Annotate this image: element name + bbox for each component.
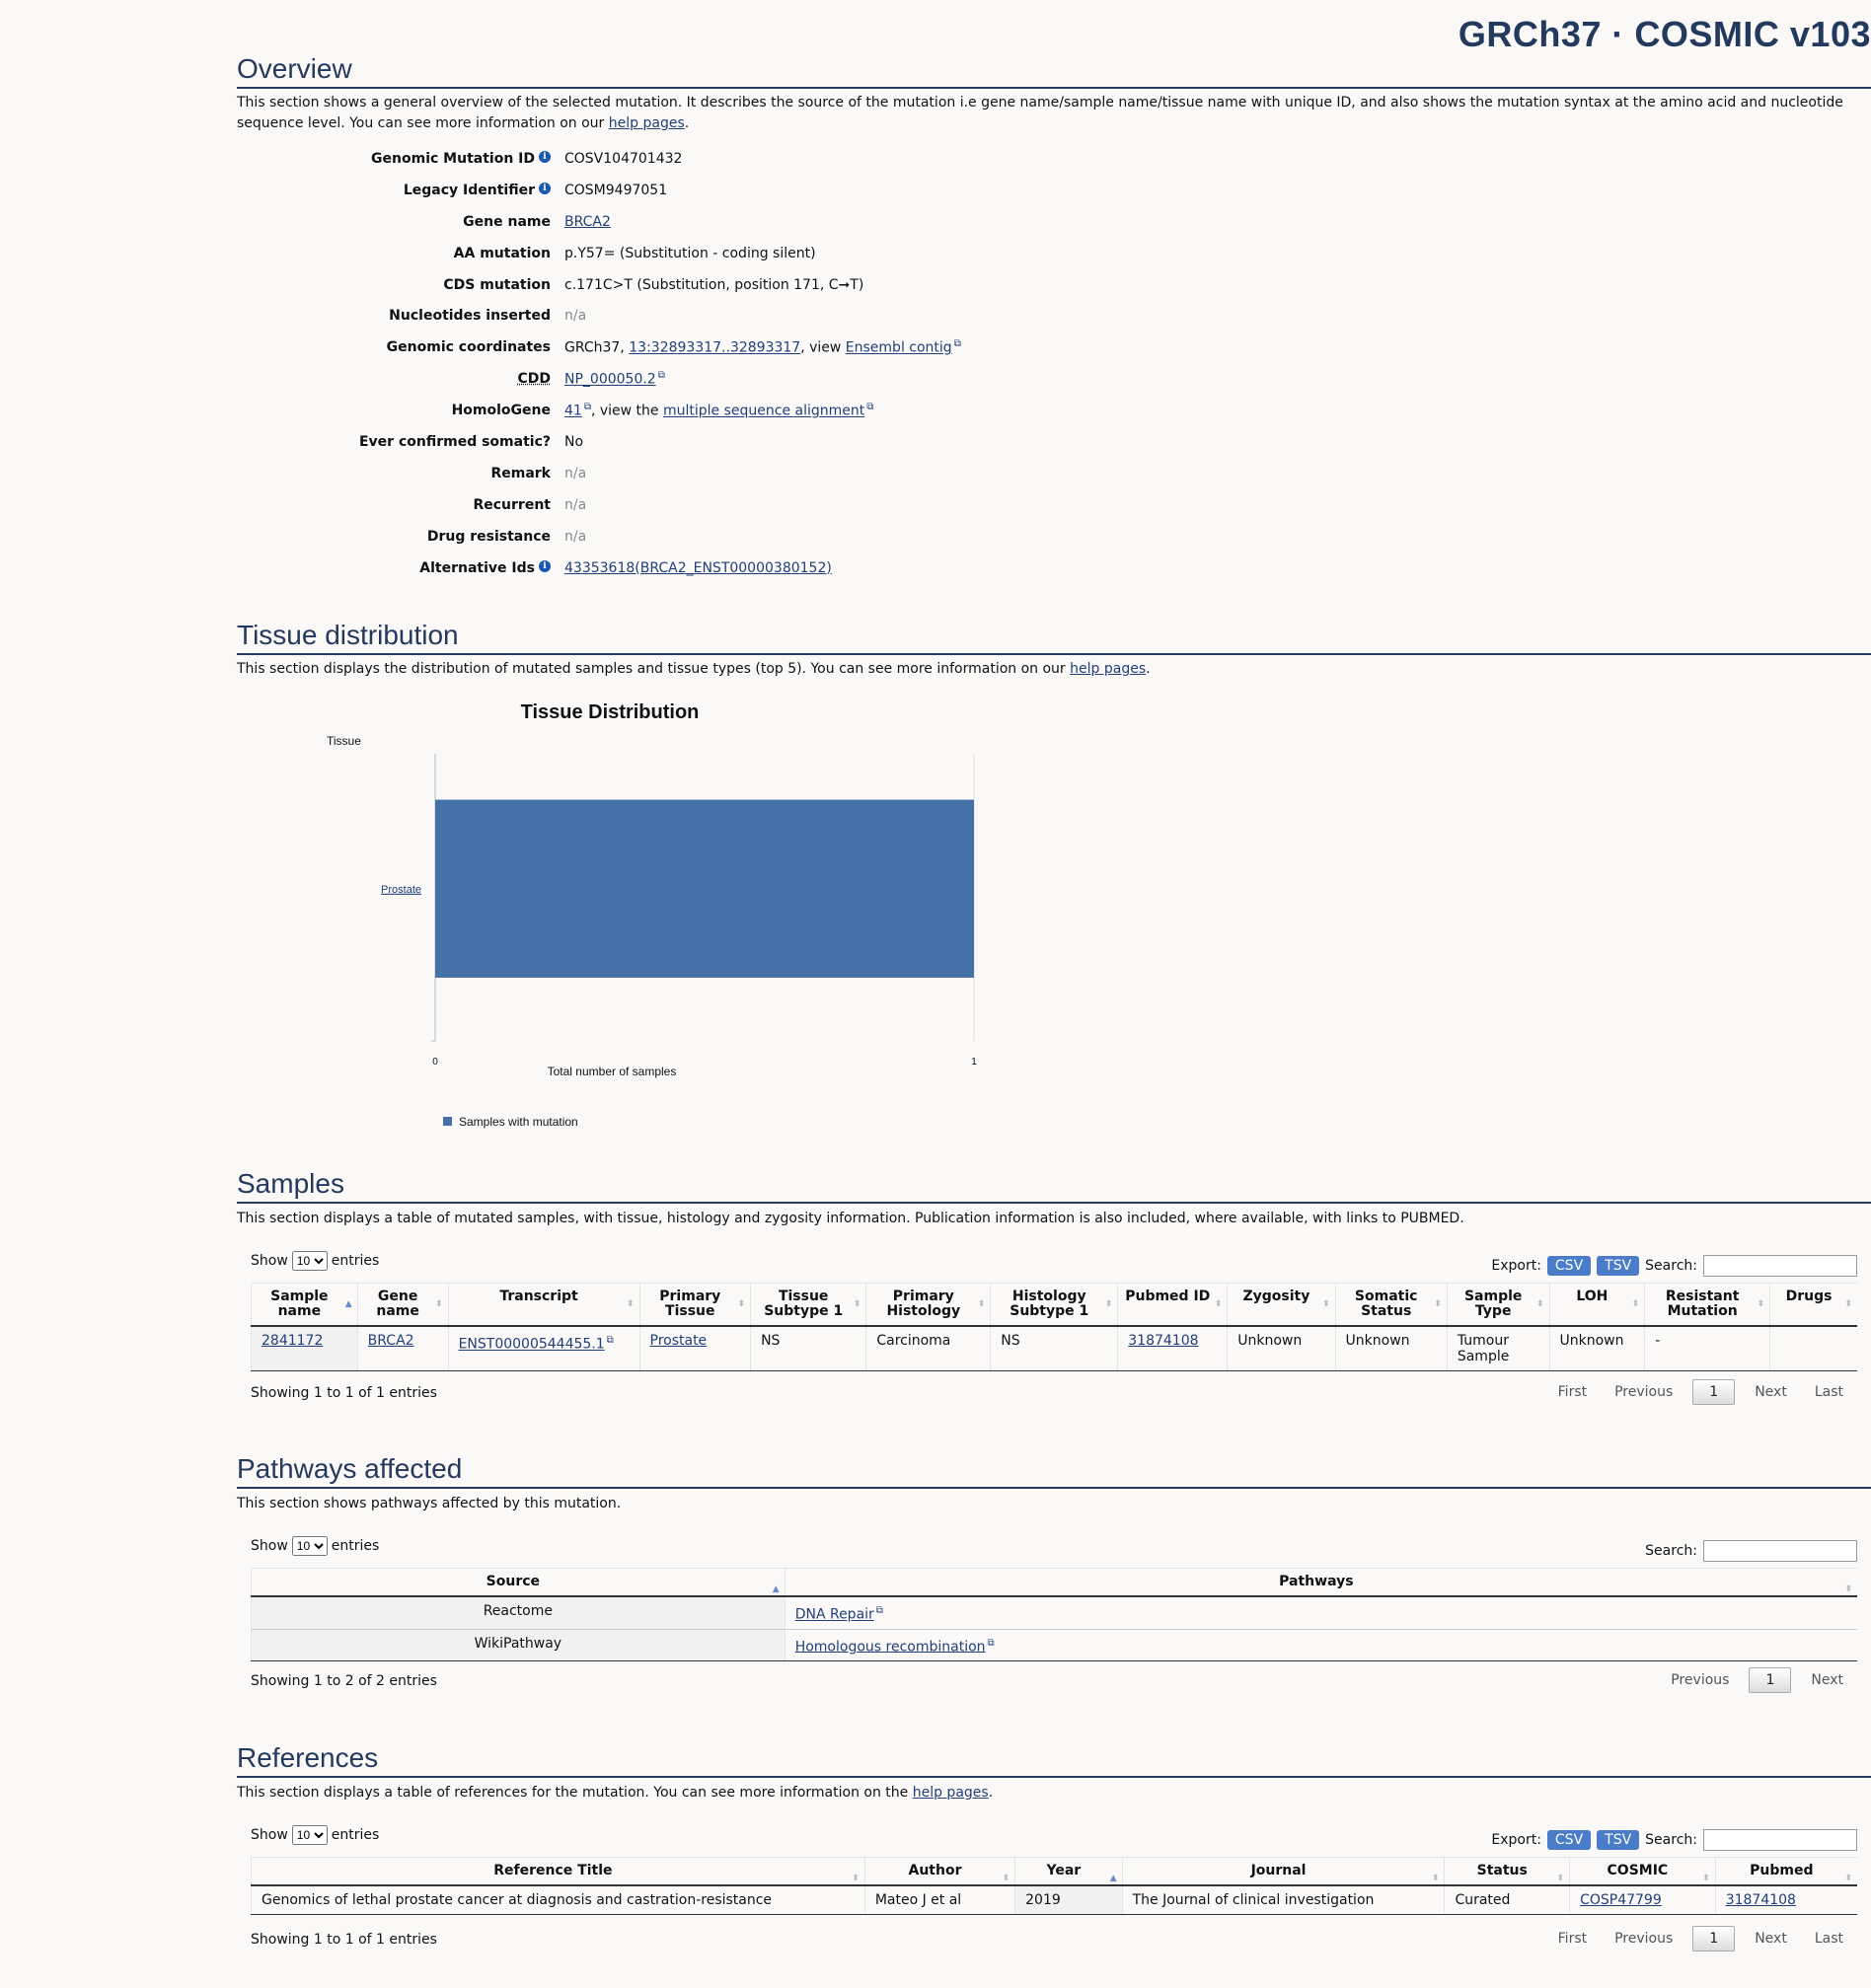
overview-heading: Overview — [237, 53, 1871, 89]
tissue-heading: Tissue distribution — [237, 620, 1871, 655]
pathways-cell-pathways — [785, 1629, 1857, 1661]
samples-value-resistant-mutation: - — [1655, 1333, 1661, 1349]
samples-pagination — [1544, 1379, 1857, 1405]
drug-resistance-row — [237, 521, 1618, 552]
samples-col-pubmed-id[interactable]: Pubmed ID ⬍ — [1118, 1284, 1228, 1327]
pathways-value-source: WikiPathway — [474, 1635, 562, 1652]
genome-version-title: GRCh37 · COSMIC v103 — [1458, 14, 1871, 54]
pager-current[interactable]: 1 — [1692, 1926, 1735, 1951]
drug-resistance-value: n/a — [564, 528, 587, 545]
legacy-identifier-label: Legacy Identifier — [403, 182, 535, 198]
cdd-row — [237, 363, 1618, 395]
genomic-coordinates-link[interactable]: 13:32893317..32893317 — [629, 340, 801, 357]
nucleotides-inserted-row — [237, 300, 1618, 331]
ever-confirmed-row — [237, 426, 1618, 458]
samples-value-transcript[interactable]: ENST00000544455.1 — [458, 1336, 605, 1353]
sort-icon: ⬍ — [1844, 1874, 1852, 1883]
references-cell-cosmic — [1570, 1885, 1716, 1915]
references-value-year: 2019 — [1025, 1892, 1061, 1908]
external-link-icon: ⧉ — [953, 338, 961, 350]
references-table-info: Showing 1 to 1 of 1 entries — [251, 1932, 437, 1948]
legacy-identifier-value: COSM9497051 — [564, 182, 668, 198]
sort-icon: ⬍ — [626, 1299, 635, 1309]
samples-col-histology-subtype-1[interactable]: Histology Subtype 1 ⬍ — [991, 1284, 1118, 1327]
samples-value-gene-name[interactable]: BRCA2 — [367, 1333, 414, 1349]
external-link-icon: ⧉ — [583, 402, 591, 413]
genomic-coordinates-row: Genomic coordinates GRCh37, 13:32893317..32893317, view Ensembl contig ⧉ — [237, 331, 1618, 363]
references-col-author[interactable]: Author ⬍ — [864, 1858, 1014, 1886]
references-col-journal[interactable]: Journal ⬍ — [1122, 1858, 1445, 1886]
recurrent-row — [237, 489, 1618, 521]
drug-resistance-label: Drug resistance — [426, 528, 551, 545]
sort-icon: ⬍ — [1631, 1299, 1640, 1309]
samples-value-loh: Unknown — [1559, 1333, 1624, 1349]
sort-icon: ⬍ — [1844, 1584, 1852, 1594]
remark-label: Remark — [490, 465, 551, 481]
external-link-icon: ⧉ — [657, 370, 665, 382]
sort-icon: ⬍ — [1556, 1874, 1565, 1883]
references-pagination — [1544, 1926, 1857, 1951]
pager-previous[interactable]: Previous — [1671, 1672, 1730, 1688]
sort-icon: ⬍ — [977, 1299, 986, 1309]
table-row — [252, 1326, 1858, 1371]
samples-table — [251, 1283, 1857, 1371]
samples-col-transcript[interactable]: Transcript ⬍ — [448, 1284, 639, 1327]
sort-icon: ⬍ — [1702, 1874, 1710, 1883]
sort-icon: ⬍ — [1431, 1874, 1440, 1883]
pathways-cell-source — [252, 1629, 786, 1661]
references-value-reference-title: Genomics of lethal prostate cancer at diagnosis and castration-resistance — [262, 1892, 773, 1908]
pathways-description: This section shows pathways affected by this mutation. — [237, 1496, 622, 1511]
samples-value-sample-type: Tumour Sample — [1457, 1333, 1510, 1364]
references-page-length-select[interactable] — [292, 1825, 328, 1845]
references-table-controls: Show 10 entries Export: CSV TSV Search: — [251, 1825, 1857, 1853]
pathways-table-info: Showing 1 to 2 of 2 entries — [251, 1673, 437, 1689]
references-col-pubmed[interactable]: Pubmed ⬍ — [1715, 1858, 1857, 1886]
samples-col-sample-name[interactable]: Sample name ▲ — [252, 1284, 358, 1327]
samples-cell-somatic-status — [1335, 1326, 1447, 1371]
info-icon[interactable]: i — [539, 151, 551, 163]
sort-asc-icon: ▲ — [1109, 1874, 1117, 1883]
references-value-journal: The Journal of clinical investigation — [1132, 1892, 1375, 1908]
sort-icon: ⬍ — [1434, 1299, 1442, 1309]
bar-prostate — [435, 800, 974, 978]
pathways-table-controls: Show 10 entries Search: — [251, 1536, 1857, 1564]
samples-table-controls: Show 10 entries Export: CSV TSV Search: — [251, 1251, 1857, 1279]
samples-col-resistant-mutation[interactable]: Resistant Mutation ⬍ — [1645, 1284, 1770, 1327]
gene-name-row — [237, 206, 1618, 238]
info-icon[interactable]: i — [539, 183, 551, 194]
external-link-icon: ⧉ — [875, 1605, 883, 1616]
external-link-icon: ⧉ — [866, 402, 874, 413]
legacy-identifier-row — [237, 175, 1618, 206]
references-value-status: Curated — [1455, 1892, 1511, 1908]
samples-table-info: Showing 1 to 1 of 1 entries — [251, 1385, 437, 1401]
pathways-value-pathways[interactable]: DNA Repair — [794, 1606, 874, 1623]
pathways-value-pathways[interactable]: Homologous recombination — [794, 1639, 986, 1656]
cdd-label: CDD — [517, 371, 551, 388]
table-row — [252, 1629, 1858, 1661]
pathways-cell-source — [252, 1596, 786, 1629]
references-table — [251, 1857, 1857, 1915]
samples-col-primary-histology[interactable]: Primary Histology ⬍ — [866, 1284, 991, 1327]
sort-icon: ⬍ — [852, 1874, 860, 1883]
samples-value-somatic-status: Unknown — [1345, 1333, 1410, 1349]
pager-first[interactable]: First — [1557, 1384, 1588, 1400]
samples-export-csv-button[interactable]: CSV — [1547, 1256, 1591, 1276]
samples-cell-resistant-mutation — [1645, 1326, 1770, 1371]
y-axis-label: Tissue — [327, 734, 361, 748]
x-tick-label: 0 — [432, 1057, 438, 1068]
samples-col-loh[interactable]: LOH ⬍ — [1549, 1284, 1645, 1327]
alternative-ids-link[interactable]: 43353618(BRCA2_ENST00000380152) — [564, 559, 832, 576]
pathways-col-pathways[interactable]: Pathways ⬍ — [785, 1569, 1857, 1597]
references-col-year[interactable]: Year ▲ — [1015, 1858, 1122, 1886]
nucleotides-inserted-label: Nucleotides inserted — [389, 308, 551, 325]
table-row — [252, 1596, 1858, 1629]
references-help-link[interactable]: help pages — [912, 1785, 989, 1801]
references-description: This section displays a table of references for the mutation. You can see more information on the help pages. — [237, 1785, 994, 1801]
samples-cell-transcript — [448, 1326, 639, 1371]
samples-col-drugs[interactable]: Drugs ⬍ — [1770, 1284, 1857, 1327]
sort-icon: ⬍ — [1104, 1299, 1113, 1309]
references-value-pubmed[interactable]: 31874108 — [1725, 1892, 1796, 1908]
table-row — [252, 1885, 1858, 1915]
x-axis-label: Total number of samples — [547, 1065, 677, 1078]
tissue-chart-svg — [286, 691, 1036, 1144]
references-cell-year — [1015, 1885, 1122, 1915]
references-search-input[interactable] — [1703, 1829, 1857, 1851]
pager-previous[interactable]: Previous — [1614, 1931, 1674, 1947]
references-export-csv-button[interactable]: CSV — [1547, 1830, 1591, 1850]
samples-cell-drugs — [1770, 1326, 1857, 1371]
sort-icon: ⬍ — [1002, 1874, 1010, 1883]
genomic-mutation-id-value: COSV104701432 — [564, 150, 683, 167]
pathways-heading: Pathways affected — [237, 1453, 1871, 1489]
sort-icon: ⬍ — [737, 1299, 746, 1309]
references-col-cosmic[interactable]: COSMIC ⬍ — [1570, 1858, 1716, 1886]
sort-icon: ⬍ — [853, 1299, 861, 1309]
sort-icon: ⬍ — [1535, 1299, 1544, 1309]
sort-icon: ⬍ — [1844, 1299, 1852, 1309]
aa-mutation-row — [237, 238, 1618, 269]
samples-col-sample-type[interactable]: Sample Type ⬍ — [1447, 1284, 1549, 1327]
pager-first[interactable]: First — [1557, 1931, 1588, 1947]
samples-cell-sample-type — [1447, 1326, 1549, 1371]
ever-confirmed-label: Ever confirmed somatic? — [358, 433, 551, 450]
genomic-mutation-id-row — [237, 143, 1618, 175]
overview-details — [237, 143, 1618, 583]
sort-icon: ⬍ — [435, 1299, 443, 1309]
references-col-reference-title[interactable]: Reference Title ⬍ — [252, 1858, 865, 1886]
sort-icon: ⬍ — [1214, 1299, 1223, 1309]
pager-current[interactable]: 1 — [1692, 1379, 1735, 1405]
samples-page-length-select[interactable] — [292, 1251, 328, 1271]
category-label-prostate[interactable]: Prostate — [381, 883, 421, 896]
recurrent-label: Recurrent — [473, 496, 551, 513]
references-cell-pubmed — [1715, 1885, 1857, 1915]
ever-confirmed-value: No — [564, 433, 584, 450]
tissue-description: This section displays the distribution of mutated samples and tissue types (top 5). You can see more information on our help pages. — [237, 661, 1151, 677]
references-cell-status — [1445, 1885, 1570, 1915]
samples-col-zygosity[interactable]: Zygosity ⬍ — [1228, 1284, 1335, 1327]
chart-marks — [381, 754, 977, 1068]
pager-last[interactable]: Last — [1814, 1384, 1843, 1400]
samples-export-tsv-button[interactable]: TSV — [1597, 1256, 1639, 1276]
samples-col-tissue-subtype-1[interactable]: Tissue Subtype 1 ⬍ — [751, 1284, 866, 1327]
references-value-cosmic[interactable]: COSP47799 — [1580, 1892, 1662, 1908]
samples-cell-histology-subtype-1 — [991, 1326, 1118, 1371]
samples-col-primary-tissue[interactable]: Primary Tissue ⬍ — [639, 1284, 751, 1327]
samples-value-tissue-subtype-1: NS — [761, 1333, 781, 1349]
aa-mutation-label: AA mutation — [453, 245, 551, 261]
genomic-coordinates-label: Genomic coordinates — [386, 339, 551, 356]
legend-label: Samples with mutation — [459, 1115, 578, 1129]
references-cell-author — [864, 1885, 1014, 1915]
info-icon[interactable]: i — [539, 560, 551, 572]
gene-name-label: Gene name — [463, 213, 551, 230]
pathways-search-input[interactable] — [1703, 1540, 1857, 1562]
sort-icon: ⬍ — [1322, 1299, 1330, 1309]
aa-mutation-value: p.Y57= (Substitution - coding silent) — [564, 245, 816, 261]
external-link-icon: ⧉ — [606, 1335, 614, 1346]
ensembl-contig-link[interactable]: Ensembl contig — [845, 340, 952, 357]
tissue-distribution-chart — [286, 691, 1036, 1144]
references-value-author: Mateo J et al — [874, 1892, 962, 1908]
references-col-status[interactable]: Status ⬍ — [1445, 1858, 1570, 1886]
gene-name-link[interactable]: BRCA2 — [564, 213, 611, 230]
recurrent-value: n/a — [564, 496, 587, 513]
samples-col-somatic-status[interactable]: Somatic Status ⬍ — [1335, 1284, 1447, 1327]
references-heading: References — [237, 1742, 1871, 1778]
homologene-label: HomoloGene — [451, 403, 551, 419]
references-cell-journal — [1122, 1885, 1445, 1915]
samples-cell-loh — [1549, 1326, 1645, 1371]
samples-col-gene-name[interactable]: Gene name ⬍ — [357, 1284, 448, 1327]
cds-mutation-row — [237, 269, 1618, 301]
pager-previous[interactable]: Previous — [1614, 1384, 1674, 1400]
cds-mutation-value: c.171C>T (Substitution, position 171, C➞T) — [564, 276, 864, 293]
cdd-link[interactable]: NP_000050.2 — [564, 372, 656, 388]
cds-mutation-label: CDS mutation — [443, 276, 551, 293]
sort-asc-icon: ▲ — [772, 1584, 780, 1594]
pathways-table — [251, 1568, 1857, 1661]
pager-last[interactable]: Last — [1814, 1931, 1843, 1947]
msa-link[interactable]: multiple sequence alignment — [662, 403, 865, 419]
pager-current[interactable]: 1 — [1749, 1667, 1791, 1693]
remark-value: n/a — [564, 465, 587, 481]
samples-cell-pubmed-id — [1118, 1326, 1228, 1371]
references-export-tsv-button[interactable]: TSV — [1597, 1830, 1639, 1850]
pager-next[interactable]: Next — [1811, 1672, 1843, 1688]
remark-row — [237, 458, 1618, 489]
homologene-row: HomoloGene 41 ⧉, view the multiple sequence alignment ⧉ — [237, 395, 1618, 426]
samples-value-primary-histology: Carcinoma — [876, 1333, 951, 1349]
overview-help-link[interactable]: help pages — [608, 115, 685, 131]
samples-cell-sample-name — [252, 1326, 358, 1371]
samples-cell-zygosity — [1228, 1326, 1335, 1371]
samples-heading: Samples — [237, 1168, 1871, 1204]
sort-asc-icon: ▲ — [344, 1299, 352, 1309]
samples-description: This section displays a table of mutated samples, with tissue, histology and zygosity information. Publication information is also included, where available, with links to PUBMED. — [237, 1211, 1464, 1226]
genomic-mutation-id-label: Genomic Mutation ID — [371, 150, 535, 167]
samples-cell-tissue-subtype-1 — [751, 1326, 866, 1371]
external-link-icon: ⧉ — [987, 1637, 995, 1649]
pathways-col-source[interactable]: Source ▲ — [252, 1569, 786, 1597]
homologene-link[interactable]: 41 — [564, 403, 582, 419]
pathways-page-length-select[interactable] — [292, 1536, 328, 1556]
samples-value-sample-name[interactable]: 2841172 — [262, 1333, 324, 1349]
samples-value-zygosity: Unknown — [1237, 1333, 1303, 1349]
pager-next[interactable]: Next — [1755, 1931, 1787, 1947]
x-tick-label: 1 — [971, 1057, 977, 1068]
samples-cell-primary-tissue — [639, 1326, 751, 1371]
samples-search-input[interactable] — [1703, 1255, 1857, 1277]
sort-icon: ⬍ — [1757, 1299, 1765, 1309]
legend-swatch — [443, 1117, 452, 1126]
samples-value-primary-tissue[interactable]: Prostate — [649, 1333, 708, 1349]
pathways-value-source: Reactome — [483, 1603, 553, 1619]
references-cell-reference-title — [252, 1885, 865, 1915]
alternative-ids-row — [237, 552, 1618, 584]
samples-cell-gene-name — [357, 1326, 448, 1371]
pathways-pagination — [1657, 1667, 1857, 1693]
alternative-ids-label: Alternative Ids — [419, 559, 535, 576]
overview-description: This section shows a general overview of the selected mutation. It describes the source of the mutation i.e gene name/sample name/tissue name with unique ID, and also shows the mutation syntax at the amino acid and nucleotide sequence level. You can see more information on our help pages. — [237, 95, 1843, 131]
nucleotides-inserted-value: n/a — [564, 308, 587, 325]
samples-cell-primary-histology — [866, 1326, 991, 1371]
samples-value-pubmed-id[interactable]: 31874108 — [1128, 1333, 1199, 1349]
pathways-cell-pathways — [785, 1596, 1857, 1629]
chart-title: Tissue Distribution — [520, 701, 700, 723]
samples-value-histology-subtype-1: NS — [1001, 1333, 1020, 1349]
pager-next[interactable]: Next — [1755, 1384, 1787, 1400]
tissue-help-link[interactable]: help pages — [1070, 661, 1147, 677]
